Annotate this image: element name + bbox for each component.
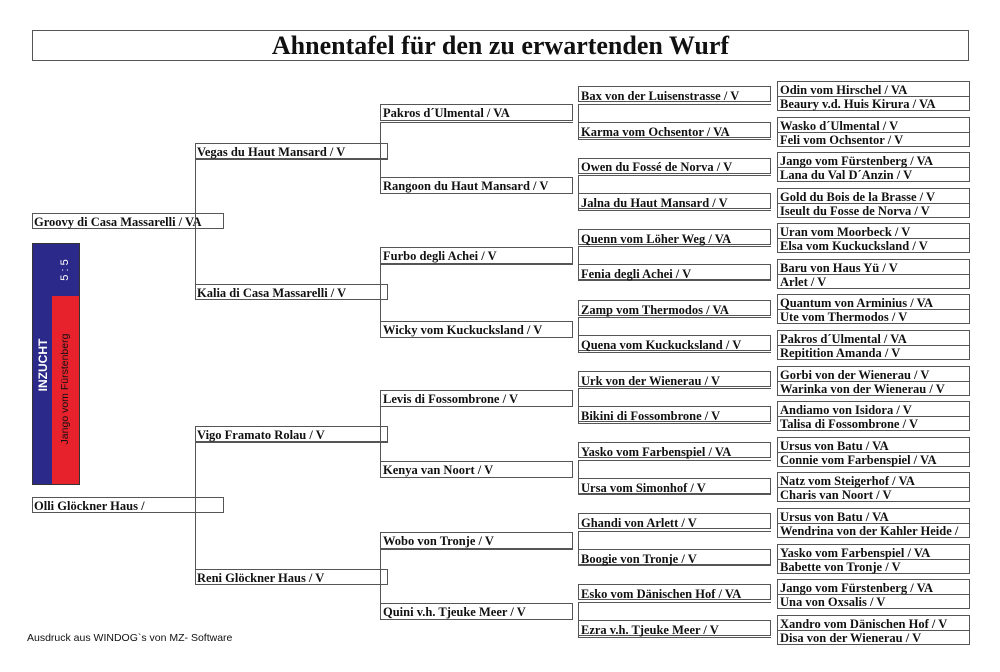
ancestor-name: Feli vom Ochsentor / V [780, 133, 904, 147]
ancestor-name: Una von Oxsalis / V [780, 595, 886, 609]
ancestor-name: Ursus von Batu / VA [780, 510, 889, 524]
ancestor-name: Quantum von Arminius / VA [780, 296, 934, 310]
ancestor-name: Bikini di Fossombrone / V [581, 409, 721, 423]
ancestor-name: Lana du Val D´Anzin / V [780, 168, 913, 182]
ancestor-name: Ghandi von Arlett / V [581, 516, 697, 530]
ancestor-name: Warinka von der Wienerau / V [780, 382, 945, 396]
ancestor-name: Pakros d´Ulmental / VA [383, 106, 510, 120]
ancestor-name: Ezra v.h. Tjeuke Meer / V [581, 623, 719, 637]
ancestor-name: Vigo Framato Rolau / V [197, 428, 325, 442]
inbreeding-panel [32, 243, 80, 485]
ancestor-name: Yasko vom Farbenspiel / VA [581, 445, 732, 459]
ancestor-name: Beaury v.d. Huis Kirura / VA [780, 97, 936, 111]
ancestor-name: Owen du Fossé de Norva / V [581, 160, 733, 174]
inbreeding-ratio: 5 : 5 [59, 259, 71, 281]
sire-name: Groovy di Casa Massarelli / VA [34, 215, 202, 229]
ancestor-name: Esko vom Dänischen Hof / VA [581, 587, 742, 601]
ancestor-name: Disa von der Wienerau / V [780, 631, 922, 645]
ancestor-name: Kenya van Noort / V [383, 463, 494, 477]
ancestor-name: Odin vom Hirschel / VA [780, 83, 908, 97]
ancestor-name: Quenn vom Löher Weg / VA [581, 232, 732, 246]
ancestor-name: Urk von der Wienerau / V [581, 374, 721, 388]
ancestor-name: Arlet / V [780, 275, 827, 289]
ancestor-name: Wasko d´Ulmental / V [780, 119, 899, 133]
ancestor-name: Quena vom Kuckucksland / V [581, 338, 742, 352]
bracket-gen2 [195, 442, 388, 583]
ancestor-name: Furbo degli Achei / V [383, 249, 497, 263]
ancestor-name: Ute vom Thermodos / V [780, 310, 908, 324]
ancestor-name: Talisa di Fossombrone / V [780, 417, 919, 431]
ancestor-name: Reni Glöckner Haus / V [197, 571, 325, 585]
inbreeding-label: INZUCHT [36, 338, 50, 392]
ancestor-name: Connie vom Farbenspiel / VA [780, 453, 937, 467]
ancestor-name: Wicky vom Kuckucksland / V [383, 323, 543, 337]
ancestor-name: Ursa vom Simonhof / V [581, 481, 706, 495]
ancestor-name: Jango vom Fürstenberg / VA [780, 154, 934, 168]
ancestor-name: Elsa vom Kuckucksland / V [780, 239, 928, 253]
ancestor-name: Vegas du Haut Mansard / V [197, 145, 346, 159]
ancestor-name: Jango vom Fürstenberg / VA [780, 581, 934, 595]
ancestor-name: Babette von Tronje / V [780, 560, 901, 574]
ancestor-name: Gold du Bois de la Brasse / V [780, 190, 936, 204]
ancestor-name: Andiamo von Isidora / V [780, 403, 912, 417]
ancestor-name: Zamp vom Thermodos / VA [581, 303, 729, 317]
dam-name: Olli Glöckner Haus / [34, 499, 145, 513]
ancestor-name: Boogie von Tronje / V [581, 552, 697, 566]
ancestor-name: Xandro vom Dänischen Hof / V [780, 617, 948, 631]
bracket-gen2 [195, 159, 388, 300]
footer-note: Ausdruck aus WINDOG`s von MZ- Software [27, 632, 233, 644]
ancestor-name: Natz vom Steigerhof / VA [780, 474, 915, 488]
ancestor-name: Pakros d´Ulmental / VA [780, 332, 907, 346]
ancestor-name: Iseult du Fosse de Norva / V [780, 204, 930, 218]
ancestor-name: Bax von der Luisenstrasse / V [581, 89, 740, 103]
ancestor-name: Yasko vom Farbenspiel / VA [780, 546, 931, 560]
ancestor-name: Jalna du Haut Mansard / V [581, 196, 728, 210]
ancestor-name: Ursus von Batu / VA [780, 439, 889, 453]
ancestor-name: Charis van Noort / V [780, 488, 892, 502]
ancestor-name: Karma vom Ochsentor / VA [581, 125, 730, 139]
ancestor-name: Baru von Haus Yü / V [780, 261, 898, 275]
ancestor-name: Kalia di Casa Massarelli / V [197, 286, 347, 300]
ancestor-name: Gorbi von der Wienerau / V [780, 368, 930, 382]
ancestor-name: Uran vom Moorbeck / V [780, 225, 911, 239]
ancestor-name: Wendrina von der Kahler Heide / [780, 524, 959, 538]
page-title: Ahnentafel für den zu erwartenden Wurf [32, 30, 969, 61]
ancestor-name: Wobo von Tronje / V [383, 534, 494, 548]
ancestor-name: Quini v.h. Tjeuke Meer / V [383, 605, 526, 619]
inbreeding-ancestor: Jango vom Fürstenberg [59, 333, 71, 445]
ancestor-name: Rangoon du Haut Mansard / V [383, 179, 549, 193]
ancestor-name: Fenia degli Achei / V [581, 267, 692, 281]
ancestor-name: Repitition Amanda / V [780, 346, 901, 360]
ancestor-name: Levis di Fossombrone / V [383, 392, 518, 406]
